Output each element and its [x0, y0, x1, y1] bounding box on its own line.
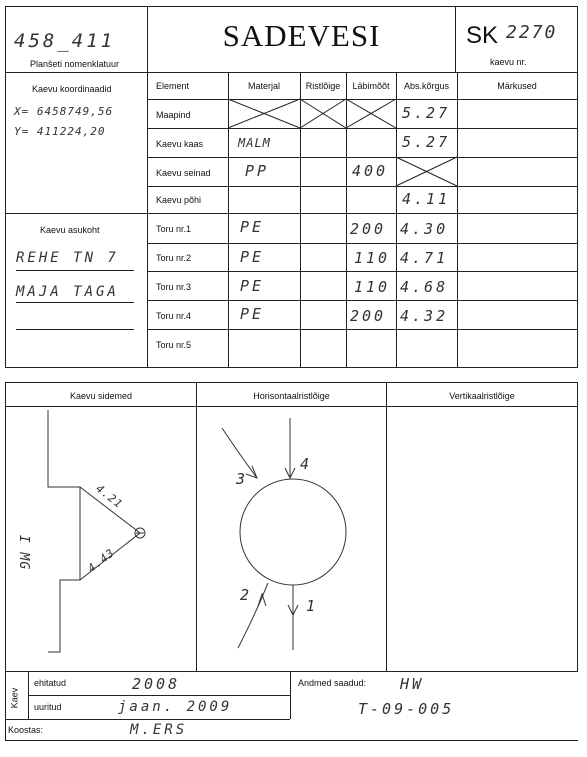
row-material: PE [240, 277, 265, 295]
section-horizontal-title: Horisontaalristlõige [253, 391, 330, 401]
data-source-value-2: T-09-005 [358, 700, 455, 718]
well-number: 2270 [506, 22, 558, 43]
location-line1: REHE TN 7 [16, 250, 119, 266]
nomenclature-value: 458_411 [14, 30, 116, 52]
row-diameter: 110 [354, 278, 391, 296]
pipe-4-label: 4 [300, 455, 313, 473]
row-element: Kaevu põhi [156, 195, 202, 205]
row-element: Toru nr.5 [156, 340, 192, 350]
data-source-value-1: HW [400, 675, 425, 693]
built-value: 2008 [132, 675, 181, 693]
col-header-diameter: Läbimõõt [352, 81, 390, 91]
coords-label: Kaevu koordinaadid [32, 84, 112, 94]
row-height: 4.71 [400, 249, 449, 267]
well-label: kaevu nr. [490, 57, 527, 67]
row-element: Kaevu seinad [156, 168, 211, 178]
row-height: 4.30 [400, 220, 449, 238]
section-vertical-title: Vertikaalristlõige [449, 391, 515, 401]
row-element: Toru nr.2 [156, 253, 192, 263]
row-diameter: 400 [352, 162, 389, 180]
compiled-label: Koostas: [8, 725, 44, 735]
row-height: 5.27 [402, 133, 451, 151]
pipe-1-label: 1 [306, 597, 319, 615]
row-material: PE [240, 218, 265, 236]
row-diameter: 200 [350, 220, 387, 238]
col-header-element: Element [156, 81, 190, 91]
wall-label: I MG [16, 534, 32, 571]
well-prefix: SK [466, 22, 499, 49]
distance-1: 4.21 [93, 481, 126, 512]
data-source-label: Andmed saadud: [298, 678, 367, 688]
location-line2: MAJA TAGA [16, 284, 119, 300]
col-header-height: Abs.kõrgus [403, 81, 450, 91]
coord-x: X= 6458749,56 [14, 105, 114, 118]
col-header-notes: Märkused [497, 81, 537, 91]
col-header-cross: Ristlõige [305, 81, 341, 91]
row-height: 4.11 [402, 190, 451, 208]
row-element: Kaevu kaas [156, 139, 204, 149]
surveyed-value: jaan. 2009 [118, 699, 233, 715]
row-element: Toru nr.3 [156, 282, 192, 292]
coord-y: Y= 411224,20 [14, 125, 106, 138]
built-label: ehitatud [34, 678, 67, 688]
pipe-2-label: 2 [240, 586, 253, 604]
row-height: 4.68 [400, 278, 449, 296]
section-links-title: Kaevu sidemed [69, 391, 133, 401]
well-side-label: Kaev [9, 687, 20, 709]
row-height: 4.32 [400, 307, 449, 325]
row-element: Toru nr.1 [156, 224, 192, 234]
row-diameter: 110 [354, 249, 391, 267]
row-element: Maapind [156, 110, 191, 120]
row-material: MALM [238, 136, 271, 150]
pipe-3-label: 3 [236, 470, 249, 488]
surveyed-label: uuritud [34, 702, 62, 712]
page-title: SADEVESI [222, 18, 381, 53]
col-header-material: Materjal [247, 81, 280, 91]
row-material: PE [240, 305, 265, 323]
row-height: 5.27 [402, 104, 451, 122]
distance-2: 4.43 [85, 545, 118, 576]
row-material: PP [245, 162, 270, 180]
location-label: Kaevu asukoht [40, 225, 100, 235]
row-material: PE [240, 248, 265, 266]
row-diameter: 200 [350, 307, 387, 325]
nomenclature-label: Planšeti nomenklatuur [30, 59, 120, 69]
row-element: Toru nr.4 [156, 311, 192, 321]
compiled-value: M.ERS [130, 722, 188, 738]
